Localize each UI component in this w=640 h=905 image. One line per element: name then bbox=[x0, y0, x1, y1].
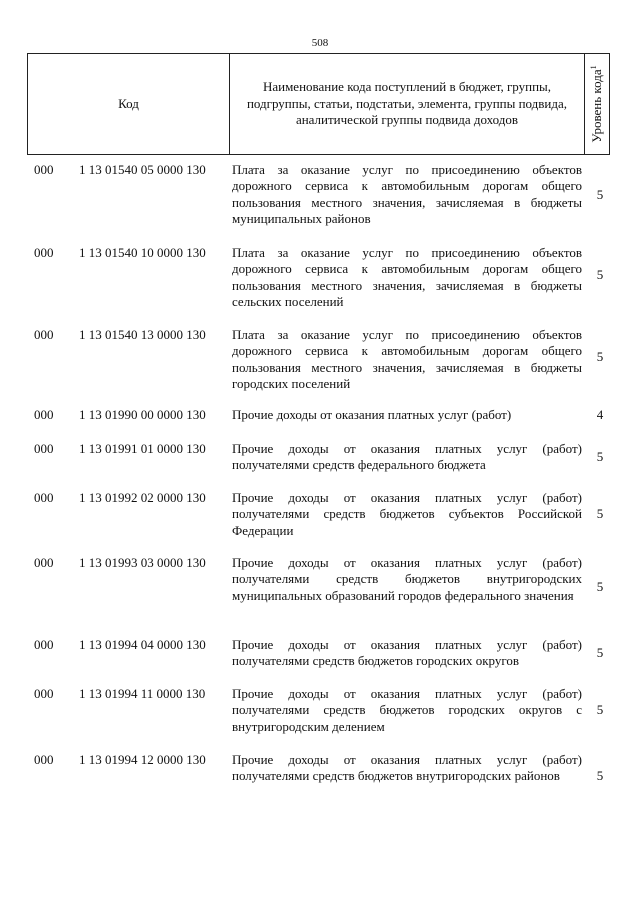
table-row bbox=[30, 490, 610, 542]
table-row bbox=[30, 245, 610, 315]
header-level bbox=[585, 54, 609, 154]
row-prefix: 000 bbox=[34, 752, 54, 767]
row-name: Прочие доходы от оказания платных услуг (работ) получателями средств бюджетов внутригородских муниципальных образований городов федерального значения bbox=[232, 555, 582, 603]
row-prefix: 000 bbox=[34, 555, 54, 570]
table-row bbox=[30, 752, 610, 804]
table-row bbox=[30, 686, 610, 738]
row-level: 5 bbox=[596, 506, 604, 521]
row-code: 1 13 01540 10 0000 130 bbox=[79, 245, 206, 260]
header-level-text bbox=[589, 65, 605, 142]
row-code: 1 13 01992 02 0000 130 bbox=[79, 490, 206, 505]
row-prefix: 000 bbox=[34, 245, 54, 260]
row-prefix: 000 bbox=[34, 441, 54, 456]
table-row bbox=[30, 162, 610, 232]
row-name: Прочие доходы от оказания платных услуг (работ) bbox=[232, 407, 512, 422]
row-level: 5 bbox=[596, 349, 604, 364]
row-name: Прочие доходы от оказания платных услуг (работ) получателями средств бюджетов субъектов Российской Федерации bbox=[232, 490, 582, 538]
table-row bbox=[30, 407, 610, 427]
row-level: 5 bbox=[596, 645, 604, 660]
row-name: Плата за оказание услуг по присоединению объектов дорожного сервиса к автомобильным дорогам общего пользования местного значения, зачисляемая в бюджеты городских поселений bbox=[232, 327, 582, 391]
row-code: 1 13 01540 13 0000 130 bbox=[79, 327, 206, 342]
row-level: 4 bbox=[596, 407, 604, 422]
row-level: 5 bbox=[596, 449, 604, 464]
row-prefix: 000 bbox=[34, 686, 54, 701]
row-prefix: 000 bbox=[34, 327, 54, 342]
header-level-footnote: 1 bbox=[588, 65, 598, 70]
row-code: 1 13 01994 12 0000 130 bbox=[79, 752, 206, 767]
row-name: Плата за оказание услуг по присоединению объектов дорожного сервиса к автомобильным дорогам общего пользования местного значения, зачисляемая в бюджеты муниципальных районов bbox=[232, 162, 582, 226]
table-row bbox=[30, 637, 610, 673]
row-code: 1 13 01994 11 0000 130 bbox=[79, 686, 206, 701]
row-name: Плата за оказание услуг по присоединению объектов дорожного сервиса к автомобильным дорогам общего пользования местного значения, зачисляемая в бюджеты сельских поселений bbox=[232, 245, 582, 309]
row-name: Прочие доходы от оказания платных услуг (работ) получателями средств бюджетов внутригородских районов bbox=[232, 752, 582, 784]
header-code: Код bbox=[28, 54, 230, 154]
row-name: Прочие доходы от оказания платных услуг (работ) получателями средств бюджетов городских округов bbox=[232, 637, 582, 669]
row-level: 5 bbox=[596, 768, 604, 783]
row-prefix: 000 bbox=[34, 162, 54, 177]
table-row bbox=[30, 555, 610, 625]
row-code: 1 13 01540 05 0000 130 bbox=[79, 162, 206, 177]
header-name: Наименование кода поступлений в бюджет, группы, подгруппы, статьи, подстатьи, элемента, группы подвида, аналитической группы подвида доходов bbox=[230, 54, 585, 154]
row-level: 5 bbox=[596, 579, 604, 594]
row-level: 5 bbox=[596, 702, 604, 717]
table-row bbox=[30, 441, 610, 477]
row-prefix: 000 bbox=[34, 637, 54, 652]
row-prefix: 000 bbox=[34, 407, 54, 422]
row-code: 1 13 01994 04 0000 130 bbox=[79, 637, 206, 652]
row-level: 5 bbox=[596, 267, 604, 282]
row-name: Прочие доходы от оказания платных услуг (работ) получателями средств бюджетов городских округов с внутригородским делением bbox=[232, 686, 582, 734]
row-code: 1 13 01993 03 0000 130 bbox=[79, 555, 206, 570]
row-code: 1 13 01990 00 0000 130 bbox=[79, 407, 206, 422]
table-header bbox=[27, 53, 610, 155]
table-row bbox=[30, 327, 610, 397]
row-level: 5 bbox=[596, 187, 604, 202]
row-code: 1 13 01991 01 0000 130 bbox=[79, 441, 206, 456]
row-prefix: 000 bbox=[34, 490, 54, 505]
row-name: Прочие доходы от оказания платных услуг (работ) получателями средств федерального бюджета bbox=[232, 441, 582, 473]
header-level-label: Уровень кода bbox=[589, 69, 605, 143]
page-number: 508 bbox=[311, 37, 329, 49]
